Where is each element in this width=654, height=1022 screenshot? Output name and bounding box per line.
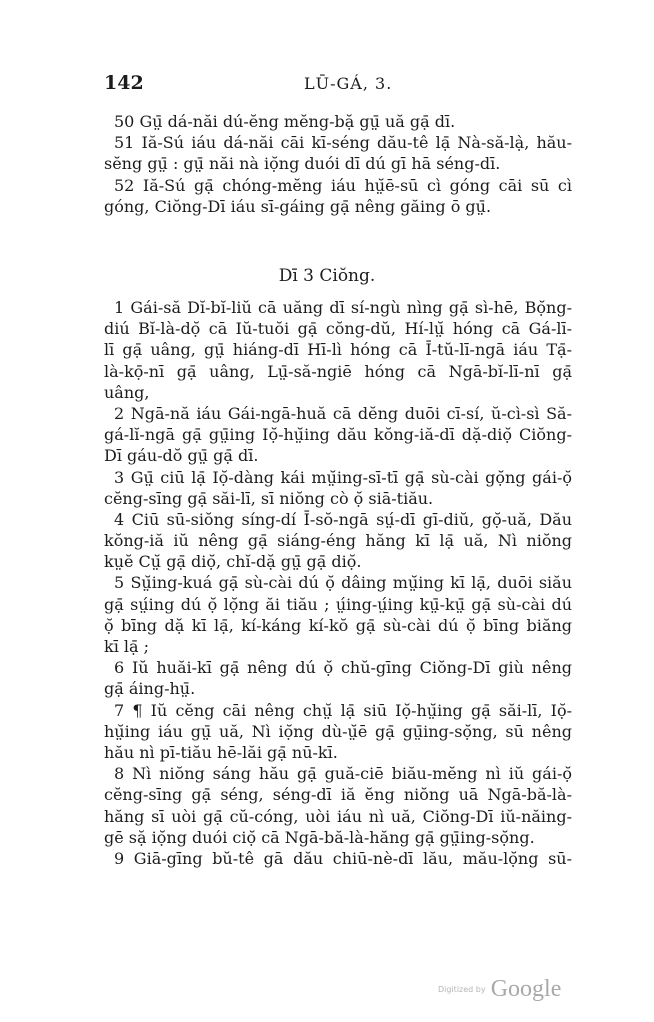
body-line: diú Bĭ-là-dọ̆ cā Iŭ-tuŏi gạ̄ cŏng-dŭ, Hí-lṳ̆ hóng cā Gá-lī- bbox=[104, 319, 572, 339]
page-number: 142 bbox=[104, 72, 144, 94]
running-head: LŪ-GÁ, 3. bbox=[304, 74, 393, 93]
body-line: hău nì pī-tiău hē-lăi gạ̄ nū-kī. bbox=[104, 742, 338, 762]
body-line: 3 Gṳ̄ ciū lạ̄ Iọ̆-dàng kái mṳ̆ing-sī-tī gạ̄ sù-cài gọ̆ng gái-ọ̆ bbox=[114, 467, 572, 487]
google-logo: Google bbox=[490, 976, 562, 1002]
body-line: 2 Ngā-nă iáu Gái-ngā-huă cā dĕng duōi cī-sí, ŭ-cì-sì Să- bbox=[114, 403, 572, 423]
body-line: 5 Sṳ̆ing-kuá gạ̄ sù-cài dú ọ̆ dâing mṳ̆ing kī lạ̄, duōi siău bbox=[114, 573, 572, 593]
body-line: 7 ¶ Iŭ cĕng cāi nêng chṳ̆ lạ̄ siū Iọ̆-hṳ̆ing gạ̄ săi-lī, Iọ̆- bbox=[114, 700, 572, 720]
digitization-watermark bbox=[438, 976, 561, 1003]
body-line: ọ̆ bīng dặ kī lạ̄, kí-káng kí-kŏ gạ̄ sù-cài dú ọ̆ bīng biăng bbox=[104, 615, 572, 635]
body-line: cĕng-sīng gạ̄ săi-lī, sī niŏng cò ọ̆ siā-tiău. bbox=[104, 488, 434, 508]
chapter-body bbox=[104, 297, 572, 869]
body-line: kṳĕ Cṳ̆ gạ̄ diọ̆, chĭ-dặ gṳ̄ gạ̄ diọ̆. bbox=[104, 552, 362, 572]
page-header bbox=[104, 72, 572, 96]
body-line: uâng, bbox=[104, 382, 150, 402]
body-line: kī lạ̄ ; bbox=[104, 637, 150, 656]
body-line: 6 Iŭ huăi-kī gạ̄ nêng dú ọ̆ chŭ-gīng Ciŏng-Dī giù nêng bbox=[114, 658, 572, 678]
watermark-prefix: Digitized by bbox=[438, 985, 486, 994]
body-line: cĕng-sīng gạ̄ séng, séng-dī iă ĕng niŏng uā Ngā-bă-là- bbox=[104, 785, 572, 805]
body-line: hăng sī uòi gạ̄ cŭ-cóng, uòi iáu nì uă, Ciŏng-Dī iŭ-năing- bbox=[104, 806, 572, 826]
body-line: 1 Gái-să Dĭ-bĭ-liŭ cā uăng dī sí-ngù nìng gạ̄ sì-hē, Bọ̆ng- bbox=[114, 298, 572, 317]
body-line: Dī gáu-dŏ gṳ̄ gạ̄ dī. bbox=[104, 446, 259, 466]
verse-line: 50 Gṳ̄ dá-năi dú-ĕng mĕng-bặ gṳ̄ uă gạ̄ dī. bbox=[114, 112, 456, 131]
body-line: gạ̄ áing-hṳ̄. bbox=[104, 679, 196, 699]
body-line: 9 Giā-gīng bŭ-tê gā dău chiū-nè-dī lău, mău-lọ̆ng sū- bbox=[114, 848, 572, 868]
body-line: kŏng-iă iŭ nêng gạ̄ siáng-éng hăng kī lạ̄ uă, Nì niŏng bbox=[104, 531, 572, 551]
verse-line: 52 Iă-Sú gạ̄ chóng-mĕng iáu hṳ̆ē-sū cì góng cāi sū cì bbox=[114, 175, 572, 195]
body-line: 4 Ciū sū-siŏng síng-dí Ī-sŏ-ngā sṳ́-dī gī-diŭ, gọ̆-uă, Dău bbox=[114, 509, 572, 529]
body-line: gá-lĭ-ngā gạ̄ gṳ̄ing Iọ̆-hṳ̆ing dău kŏng-iă-dī dặ-diọ̆ Ciŏng- bbox=[104, 425, 572, 445]
chapter-heading: Dī 3 Ciŏng. bbox=[278, 266, 376, 286]
body-line: hṳ̆ing iáu gṳ̄ uă, Nì iọ̆ng dù-ṳ̆ē gạ̄ gṳ̄ing-sọ̆ng, sū nêng bbox=[104, 721, 572, 741]
body-line: là-kọ̄-nī gạ̄ uâng, Lṳ̄-să-ngiē hóng cā Ngā-bĭ-lī-nī gạ̄ bbox=[104, 361, 572, 381]
verse-line: sĕng gṳ̄ : gṳ̄ năi nà iọ̆ng duói dī dú gī hā séng-dī. bbox=[104, 154, 501, 174]
verse-line: góng, Ciŏng-Dī iáu sī-gáing gạ̄ nêng găing ō gṳ̄. bbox=[104, 196, 492, 216]
body-line: gạ̄ sṳ́ing dú ọ̆ lọ̆ng ăi tiău ; ṳ́ing-ṳ́ing kṳ̄-kṳ̄ gạ̄ sù-cài dú bbox=[104, 594, 572, 614]
body-line: 8 Nì niŏng sáng hău gạ̄ guă-ciē biău-mĕng nì iŭ gái-ọ̆ bbox=[114, 764, 572, 784]
body-line: lī gạ̄ uâng, gṳ̄ hiáng-dī Hī-lì hóng cā Ī-tŭ-lī-ngā iáu Tạ̄- bbox=[104, 340, 572, 360]
top-verses bbox=[104, 111, 572, 217]
body-line: gē sặ iọ̆ng duói ciọ̆ cā Ngā-bă-là-hăng gạ̄ gṳ̄ing-sọ̆ng. bbox=[104, 827, 535, 847]
verse-line: 51 Iă-Sú iáu dá-năi cāi kī-séng dău-tê lạ̄ Nà-să-lạ̀, hău- bbox=[114, 133, 572, 153]
